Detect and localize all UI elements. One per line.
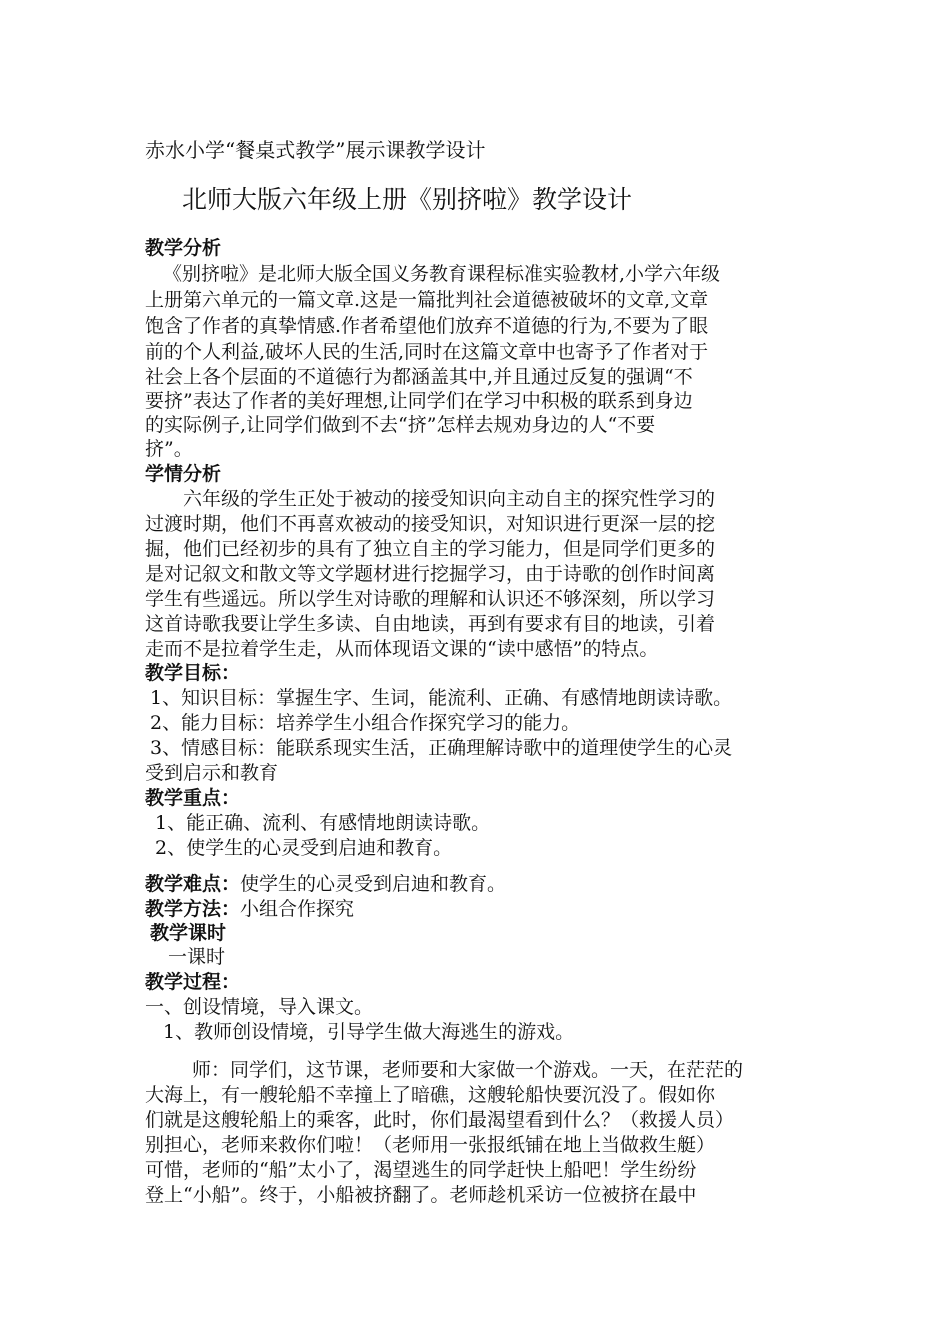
students-line: 走而不是拉着学生走，从而体现语文课的“读中感悟”的特点。 bbox=[145, 638, 659, 660]
method-heading: 教学方法： bbox=[145, 898, 241, 920]
school-line: 赤水小学“餐桌式教学”展示课教学设计 bbox=[145, 138, 486, 162]
process-step: 一、创设情境，导入课文。 bbox=[145, 996, 374, 1018]
process-substep: 1、教师创设情境，引导学生做大海逃生的游戏。 bbox=[163, 1021, 575, 1043]
process-paragraph-line: 登上“小船”。终于，小船被挤翻了。老师趁机采访一位被挤在最中 bbox=[145, 1184, 697, 1206]
analysis-line: 社会上各个层面的不道德行为都涵盖其中,并且通过反复的强调“不 bbox=[145, 366, 693, 388]
difficulty-line bbox=[145, 872, 506, 896]
difficulty-text: 使学生的心灵受到启迪和教育。 bbox=[240, 873, 507, 895]
goal-item: 2、能力目标：培养学生小组合作探究学习的能力。 bbox=[150, 712, 581, 734]
process-paragraph-line: 可惜，老师的“船”太小了，渴望逃生的同学赶快上船吧！学生纷纷 bbox=[145, 1159, 697, 1181]
method-line bbox=[145, 897, 354, 921]
process-paragraph-line: 大海上，有一艘轮船不幸撞上了暗礁，这艘轮船快要沉没了。假如你 bbox=[145, 1084, 716, 1106]
students-line: 这首诗歌我要让学生多读、自由地读，再到有要求有目的地读，引着 bbox=[145, 613, 716, 635]
goal-item: 3、情感目标：能联系现实生活，正确理解诗歌中的道理使学生的心灵 bbox=[150, 737, 733, 759]
students-line: 是对记叙文和散文等文学题材进行挖掘学习，由于诗歌的创作时间离 bbox=[145, 563, 716, 585]
process-paragraph-line: 别担心，老师来救你们啦！（老师用一张报纸铺在地上当做救生艇） bbox=[145, 1134, 716, 1156]
method-text: 小组合作探究 bbox=[240, 898, 355, 920]
students-line: 六年级的学生正处于被动的接受知识向主动自主的探究性学习的 bbox=[183, 488, 716, 510]
students-line: 过渡时期，他们不再喜欢被动的接受知识，对知识进行更深一层的挖 bbox=[145, 513, 716, 535]
analysis-line: 上册第六单元的一篇文章.这是一篇批判社会道德被破坏的文章,文章 bbox=[145, 289, 709, 311]
process-heading: 教学过程： bbox=[145, 971, 241, 993]
goals-heading: 教学目标： bbox=[145, 662, 241, 684]
analysis-heading: 教学分析 bbox=[145, 237, 222, 259]
analysis-line: 要挤”表达了作者的美好理想,让同学们在学习中积极的联系到身边 bbox=[145, 390, 693, 412]
periods-text: 一课时 bbox=[168, 946, 226, 968]
analysis-line: 挤”。 bbox=[145, 438, 193, 460]
analysis-line: 《别挤啦》是北师大版全国义务教育课程标准实验教材,小学六年级 bbox=[163, 263, 721, 285]
goal-item: 1、知识目标：掌握生字、生词，能流利、正确、有感情地朗读诗歌。 bbox=[150, 687, 733, 709]
process-paragraph-line: 们就是这艘轮船上的乘客，此时，你们最渴望看到什么？（救援人员） bbox=[145, 1109, 735, 1131]
key-points-heading: 教学重点： bbox=[145, 787, 241, 809]
analysis-line: 前的个人利益,破坏人民的生活,同时在这篇文章中也寄予了作者对于 bbox=[145, 341, 709, 363]
students-heading: 学情分析 bbox=[145, 463, 222, 485]
analysis-line: 的实际例子,让同学们做到不去“挤”怎样去规劝身边的人“不要 bbox=[145, 414, 656, 436]
periods-heading: 教学课时 bbox=[150, 922, 227, 944]
process-paragraph-line: 师：同学们，这节课，老师要和大家做一个游戏。一天，在茫茫的 bbox=[192, 1059, 744, 1081]
key-point-item: 1、能正确、流利、有感情地朗读诗歌。 bbox=[155, 812, 491, 834]
key-point-item: 2、使学生的心灵受到启迪和教育。 bbox=[155, 837, 453, 859]
main-title: 北师大版六年级上册《别挤啦》教学设计 bbox=[182, 185, 633, 214]
students-line: 掘，他们已经初步的具有了独立自主的学习能力，但是同学们更多的 bbox=[145, 538, 716, 560]
goal-item: 受到启示和教育 bbox=[145, 762, 279, 784]
students-line: 学生有些遥远。所以学生对诗歌的理解和认识还不够深刻，所以学习 bbox=[145, 588, 716, 610]
difficulty-heading: 教学难点： bbox=[145, 873, 241, 895]
analysis-line: 饱含了作者的真挚情感.作者希望他们放弃不道德的行为,不要为了眼 bbox=[145, 315, 709, 337]
